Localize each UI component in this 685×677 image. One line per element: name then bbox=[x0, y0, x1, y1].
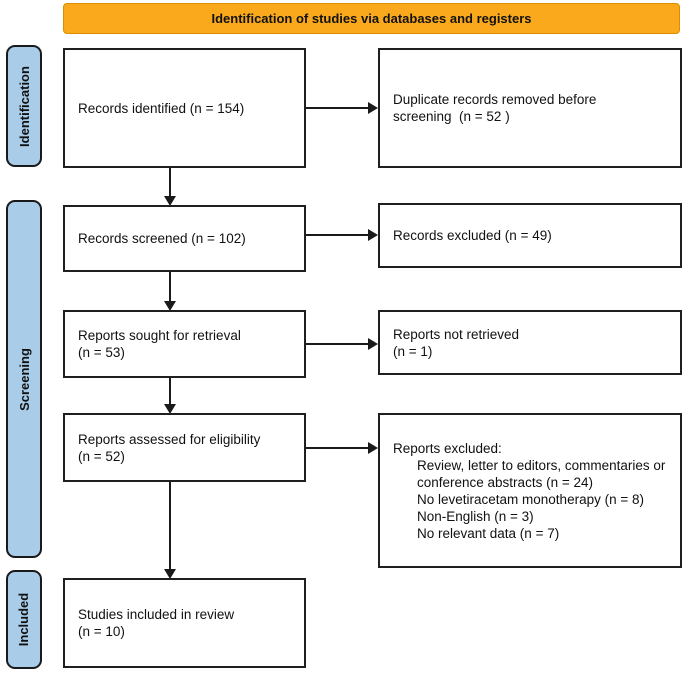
down-arrow-sought-to-assessed bbox=[169, 378, 171, 405]
reports-excluded-box bbox=[378, 413, 682, 568]
right-arrow-not-retrieved bbox=[306, 343, 368, 345]
stage-identification bbox=[6, 45, 42, 167]
box-text: screening (n = 52 ) bbox=[393, 109, 510, 124]
box-text: Duplicate records removed before bbox=[393, 92, 597, 107]
exclusion-reason: Non-English (n = 3) bbox=[417, 508, 534, 524]
box-text: (n = 10) bbox=[78, 624, 125, 639]
stage-screening bbox=[6, 200, 42, 558]
box-text: (n = 1) bbox=[393, 343, 433, 359]
exclusion-reason: No levetiracetam monotherapy (n = 8) bbox=[417, 491, 644, 507]
down-arrow-identified-to-screened bbox=[169, 168, 171, 197]
reports-assessed-box bbox=[63, 413, 306, 482]
exclusion-reason: Review, letter to editors, commentaries or conference abstracts (n = 24) bbox=[417, 457, 670, 490]
stage-screening-label: Screening bbox=[16, 347, 32, 411]
box-text: Reports not retrieved bbox=[393, 326, 520, 342]
studies-included-box bbox=[63, 578, 306, 668]
down-arrow-assessed-to-included bbox=[169, 482, 171, 570]
box-text: Studies included in review bbox=[78, 607, 235, 622]
box-text: (n = 52) bbox=[78, 448, 125, 464]
exclusion-reason: No relevant data (n = 7) bbox=[417, 525, 560, 541]
box-text: Records excluded (n = 49) bbox=[393, 228, 552, 243]
box-text: Reports assessed for eligibility bbox=[78, 431, 261, 447]
box-text: Records screened (n = 102) bbox=[78, 231, 246, 246]
right-arrow-records-excluded bbox=[306, 234, 368, 236]
stage-included-label: Included bbox=[16, 592, 32, 647]
box-text: Reports excluded: bbox=[393, 440, 502, 456]
stage-included bbox=[6, 570, 42, 669]
records-excluded-box bbox=[378, 203, 682, 268]
records-identified-box bbox=[63, 48, 306, 168]
right-arrow-duplicates bbox=[306, 107, 368, 109]
header-banner bbox=[63, 3, 680, 34]
duplicates-removed-box bbox=[378, 48, 682, 168]
stage-identification-label: Identification bbox=[16, 65, 32, 147]
records-screened-box bbox=[63, 205, 306, 272]
box-text: (n = 53) bbox=[78, 345, 125, 360]
reports-not-retrieved-box bbox=[378, 310, 682, 375]
box-text: Reports sought for retrieval bbox=[78, 328, 241, 343]
box-text: Records identified (n = 154) bbox=[78, 100, 245, 116]
right-arrow-reports-excluded bbox=[306, 447, 368, 449]
header-title: Identification of studies via databases and registers bbox=[211, 11, 532, 26]
down-arrow-screened-to-sought bbox=[169, 272, 171, 302]
reports-sought-box bbox=[63, 310, 306, 378]
